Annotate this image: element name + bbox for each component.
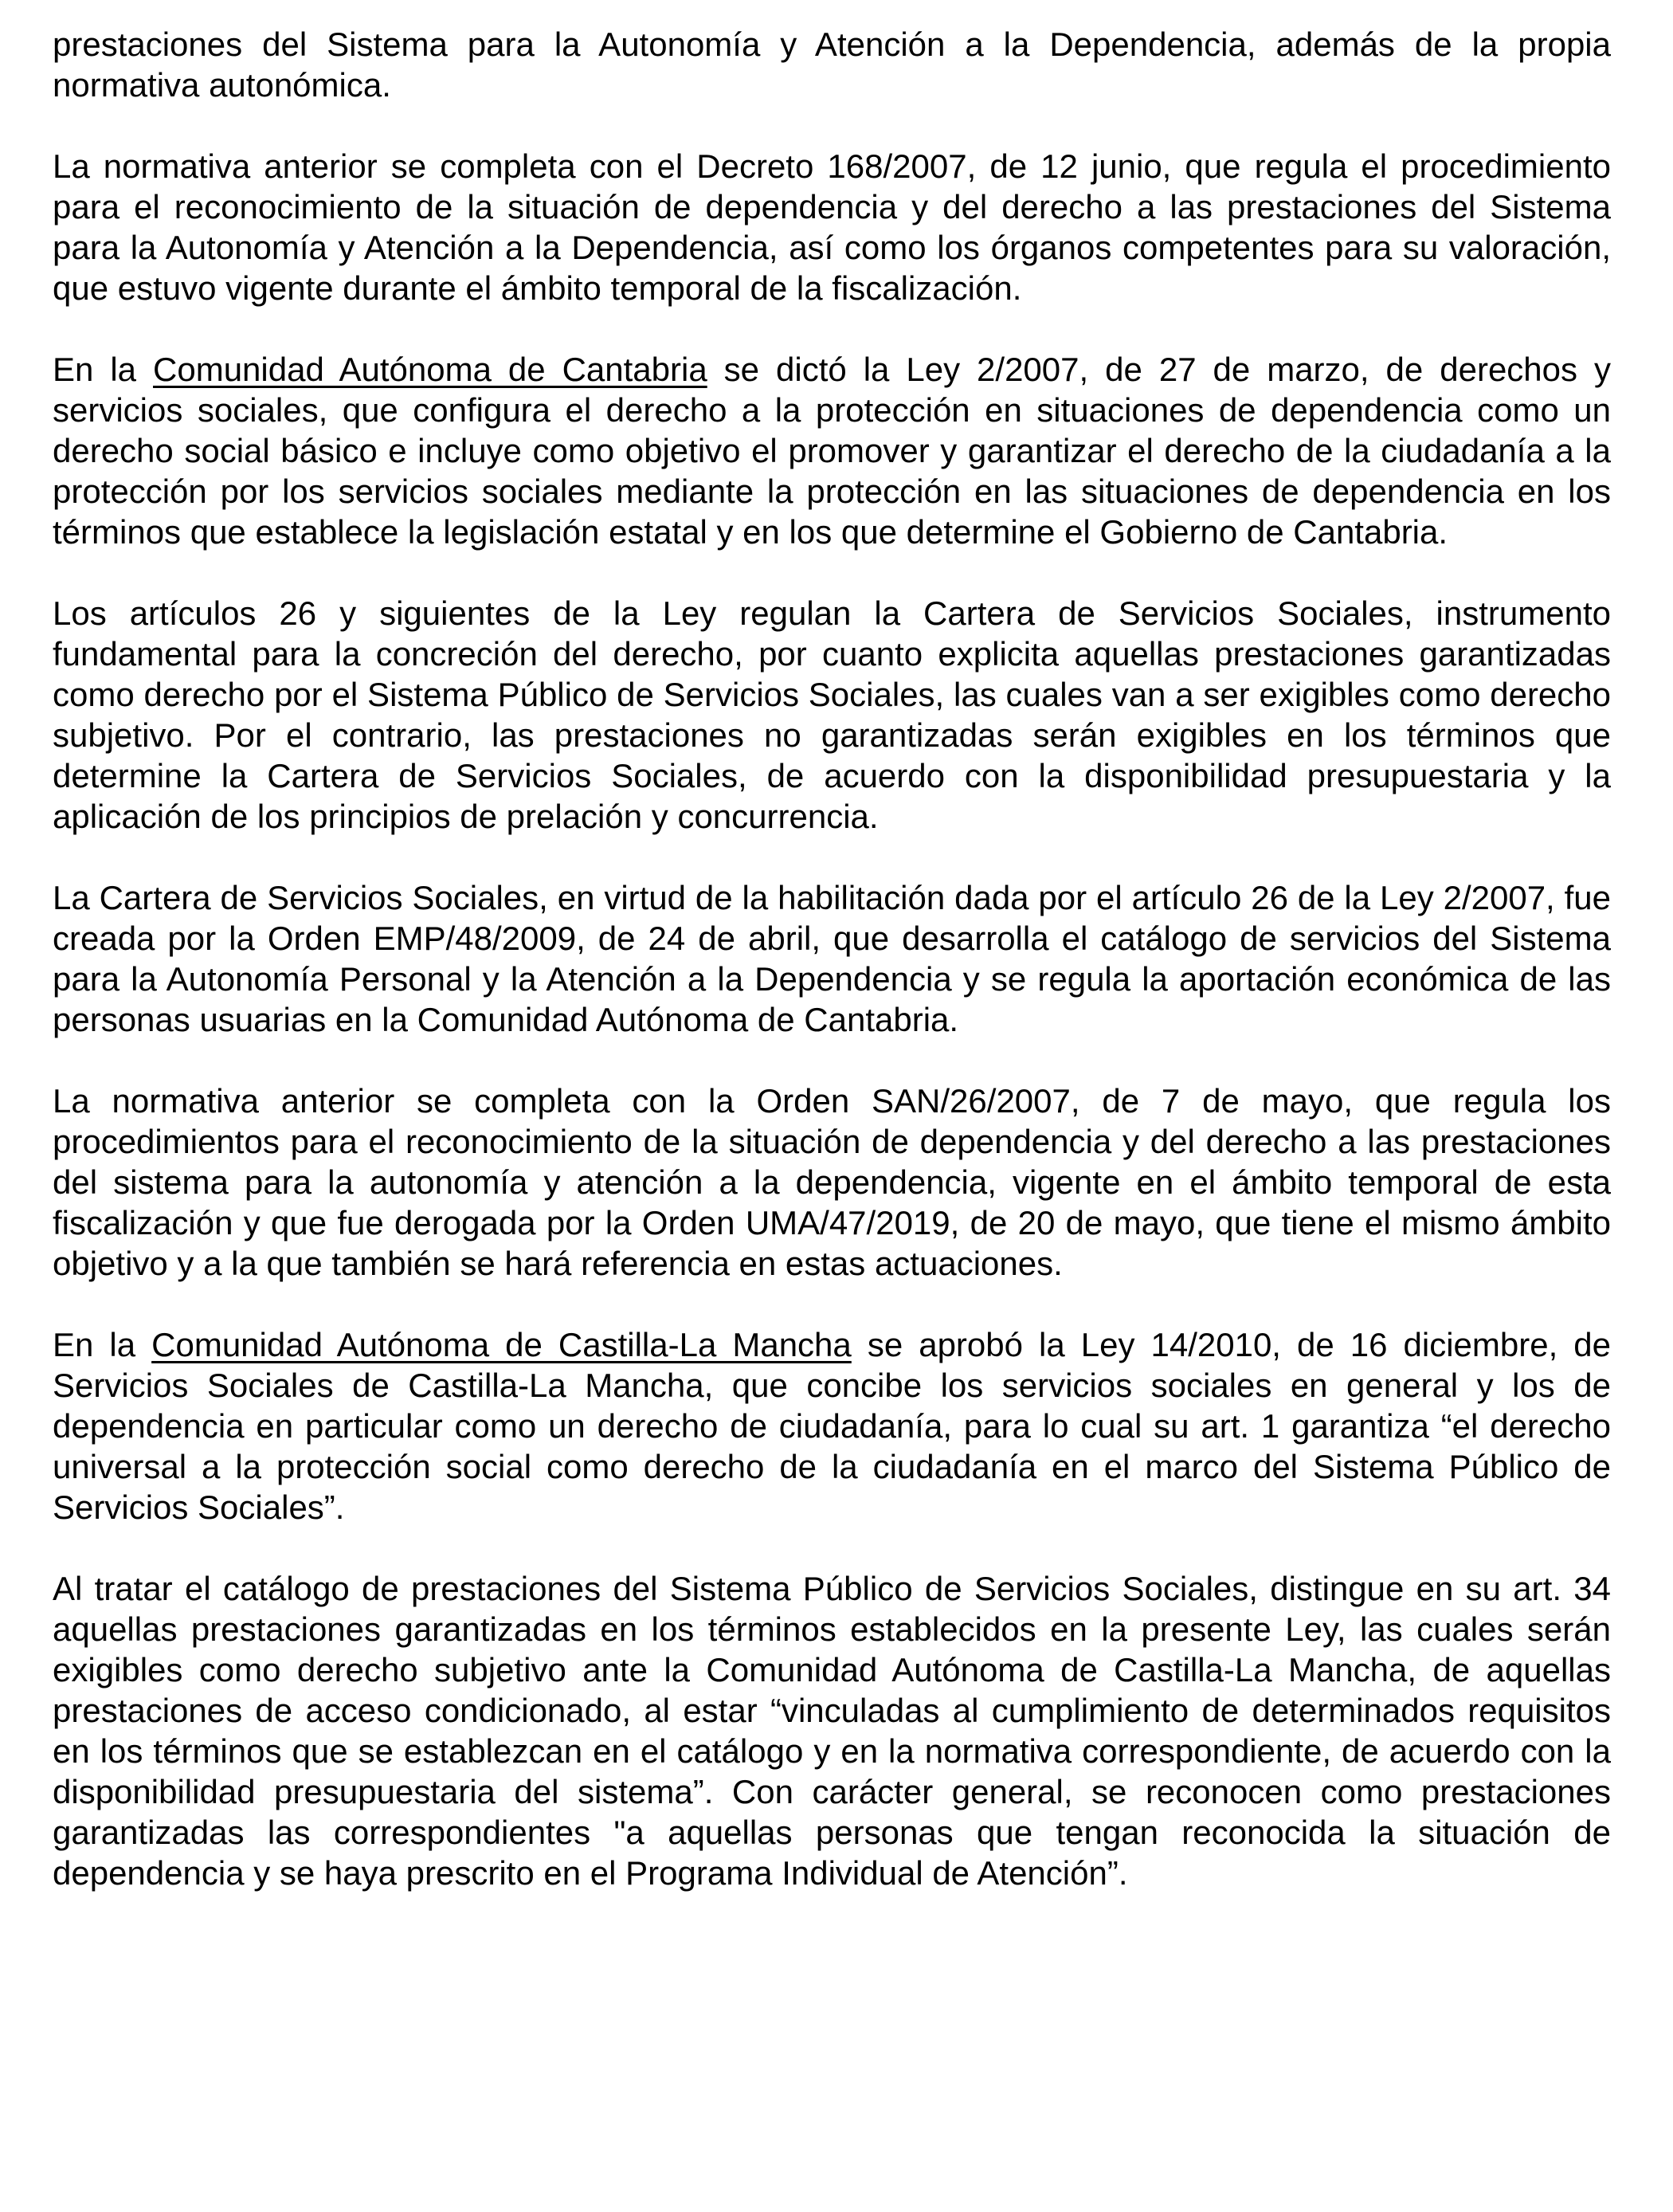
paragraph-3-lead: En la xyxy=(53,351,154,388)
paragraph-6-text: La normativa anterior se completa con la Orden SAN/26/2007, de 7 de mayo, que regula los procedimientos para el reconocimiento de la situación de dependencia y del derecho a las prestaciones del sistema para la autonomía y atención a la dependencia, vigente en el ámbito temporal de esta fiscalización y que fue derogada por la Orden UMA/47/2019, de 20 de mayo, que tiene el mismo ámbito objetivo y a la que también se hará referencia en estas actuaciones. xyxy=(53,1082,1611,1282)
paragraph-7-lead: En la xyxy=(53,1326,152,1363)
paragraph-7-text: se aprobó la Ley 14/2010, de 16 diciembre, de Servicios Sociales de Castilla-La Mancha, que concibe los servicios sociales en general y los de dependencia en particular como un derecho de ciudadanía, para lo cual su art. 1 garantiza “el derecho universal a la protección social como derecho de la ciudadanía en el marco del Sistema Público de Servicios Sociales”. xyxy=(53,1326,1612,1526)
paragraph-4-text: Los artículos 26 y siguientes de la Ley regulan la Cartera de Servicios Sociales, instrumento fundamental para la concreción del derecho, por cuanto explicita aquellas prestaciones garantizadas como derecho por el Sistema Público de Servicios Sociales, las cuales van a ser exigibles como derecho subjetivo. Por el contrario, las prestaciones no garantizadas serán exigibles en los términos que determine la Cartera de Servicios Sociales, de acuerdo con la disponibilidad presupuestaria y la aplicación de los principios de prelación y concurrencia. xyxy=(53,594,1611,835)
paragraph-2-text: La normativa anterior se completa con el Decreto 168/2007, de 12 junio, que regula el procedimiento para el reconocimiento de la situación de dependencia y del derecho a las prestaciones del Sistema para la Autonomía y Atención a la Dependencia, así como los órganos competentes para su valoración, que estuvo vigente durante el ámbito temporal de la fiscalización. xyxy=(53,147,1611,307)
paragraph-5 xyxy=(53,877,1611,1040)
paragraph-2 xyxy=(53,146,1611,308)
paragraph-6 xyxy=(53,1081,1611,1284)
cantabria-heading-link: Comunidad Autónoma de Cantabria xyxy=(153,351,707,388)
paragraph-8 xyxy=(53,1568,1611,1893)
castilla-la-mancha-heading-link: Comunidad Autónoma de Castilla-La Mancha xyxy=(151,1326,852,1363)
paragraph-1 xyxy=(53,24,1611,105)
paragraph-1-text: prestaciones del Sistema para la Autonomía y Atención a la Dependencia, además de la propia normativa autonómica. xyxy=(53,25,1611,104)
paragraph-8-text: Al tratar el catálogo de prestaciones del Sistema Público de Servicios Sociales, distingue en su art. 34 aquellas prestaciones garantizadas en los términos establecidos en la presente Ley, las cuales serán exigibles como derecho subjetivo ante la Comunidad Autónoma de Castilla-La Mancha, de aquellas prestaciones de acceso condicionado, al estar “vinculadas al cumplimiento de determinados requisitos en los términos que se establezcan en el catálogo y en la normativa correspondiente, de acuerdo con la disponibilidad presupuestaria del sistema”. Con carácter general, se reconocen como prestaciones garantizadas las correspondientes "a aquellas personas que tengan reconocida la situación de dependencia y se haya prescrito en el Programa Individual de Atención”. xyxy=(53,1570,1611,1892)
paragraph-7 xyxy=(53,1324,1611,1528)
paragraph-3-text: se dictó la Ley 2/2007, de 27 de marzo, de derechos y servicios sociales, que configura el derecho a la protección en situaciones de dependencia como un derecho social básico e incluye como objetivo el promover y garantizar el derecho de la ciudadanía a la protección por los servicios sociales mediante la protección en las situaciones de dependencia en los términos que establece la legislación estatal y en los que determine el Gobierno de Cantabria. xyxy=(53,351,1611,551)
paragraph-4 xyxy=(53,593,1611,837)
paragraph-5-text: La Cartera de Servicios Sociales, en virtud de la habilitación dada por el artículo 26 de la Ley 2/2007, fue creada por la Orden EMP/48/2009, de 24 de abril, que desarrolla el catálogo de servicios del Sistema para la Autonomía Personal y la Atención a la Dependencia y se regula la aportación económica de las personas usuarias en la Comunidad Autónoma de Cantabria. xyxy=(53,879,1611,1038)
paragraph-3 xyxy=(53,349,1611,552)
document-page xyxy=(53,24,1611,1934)
